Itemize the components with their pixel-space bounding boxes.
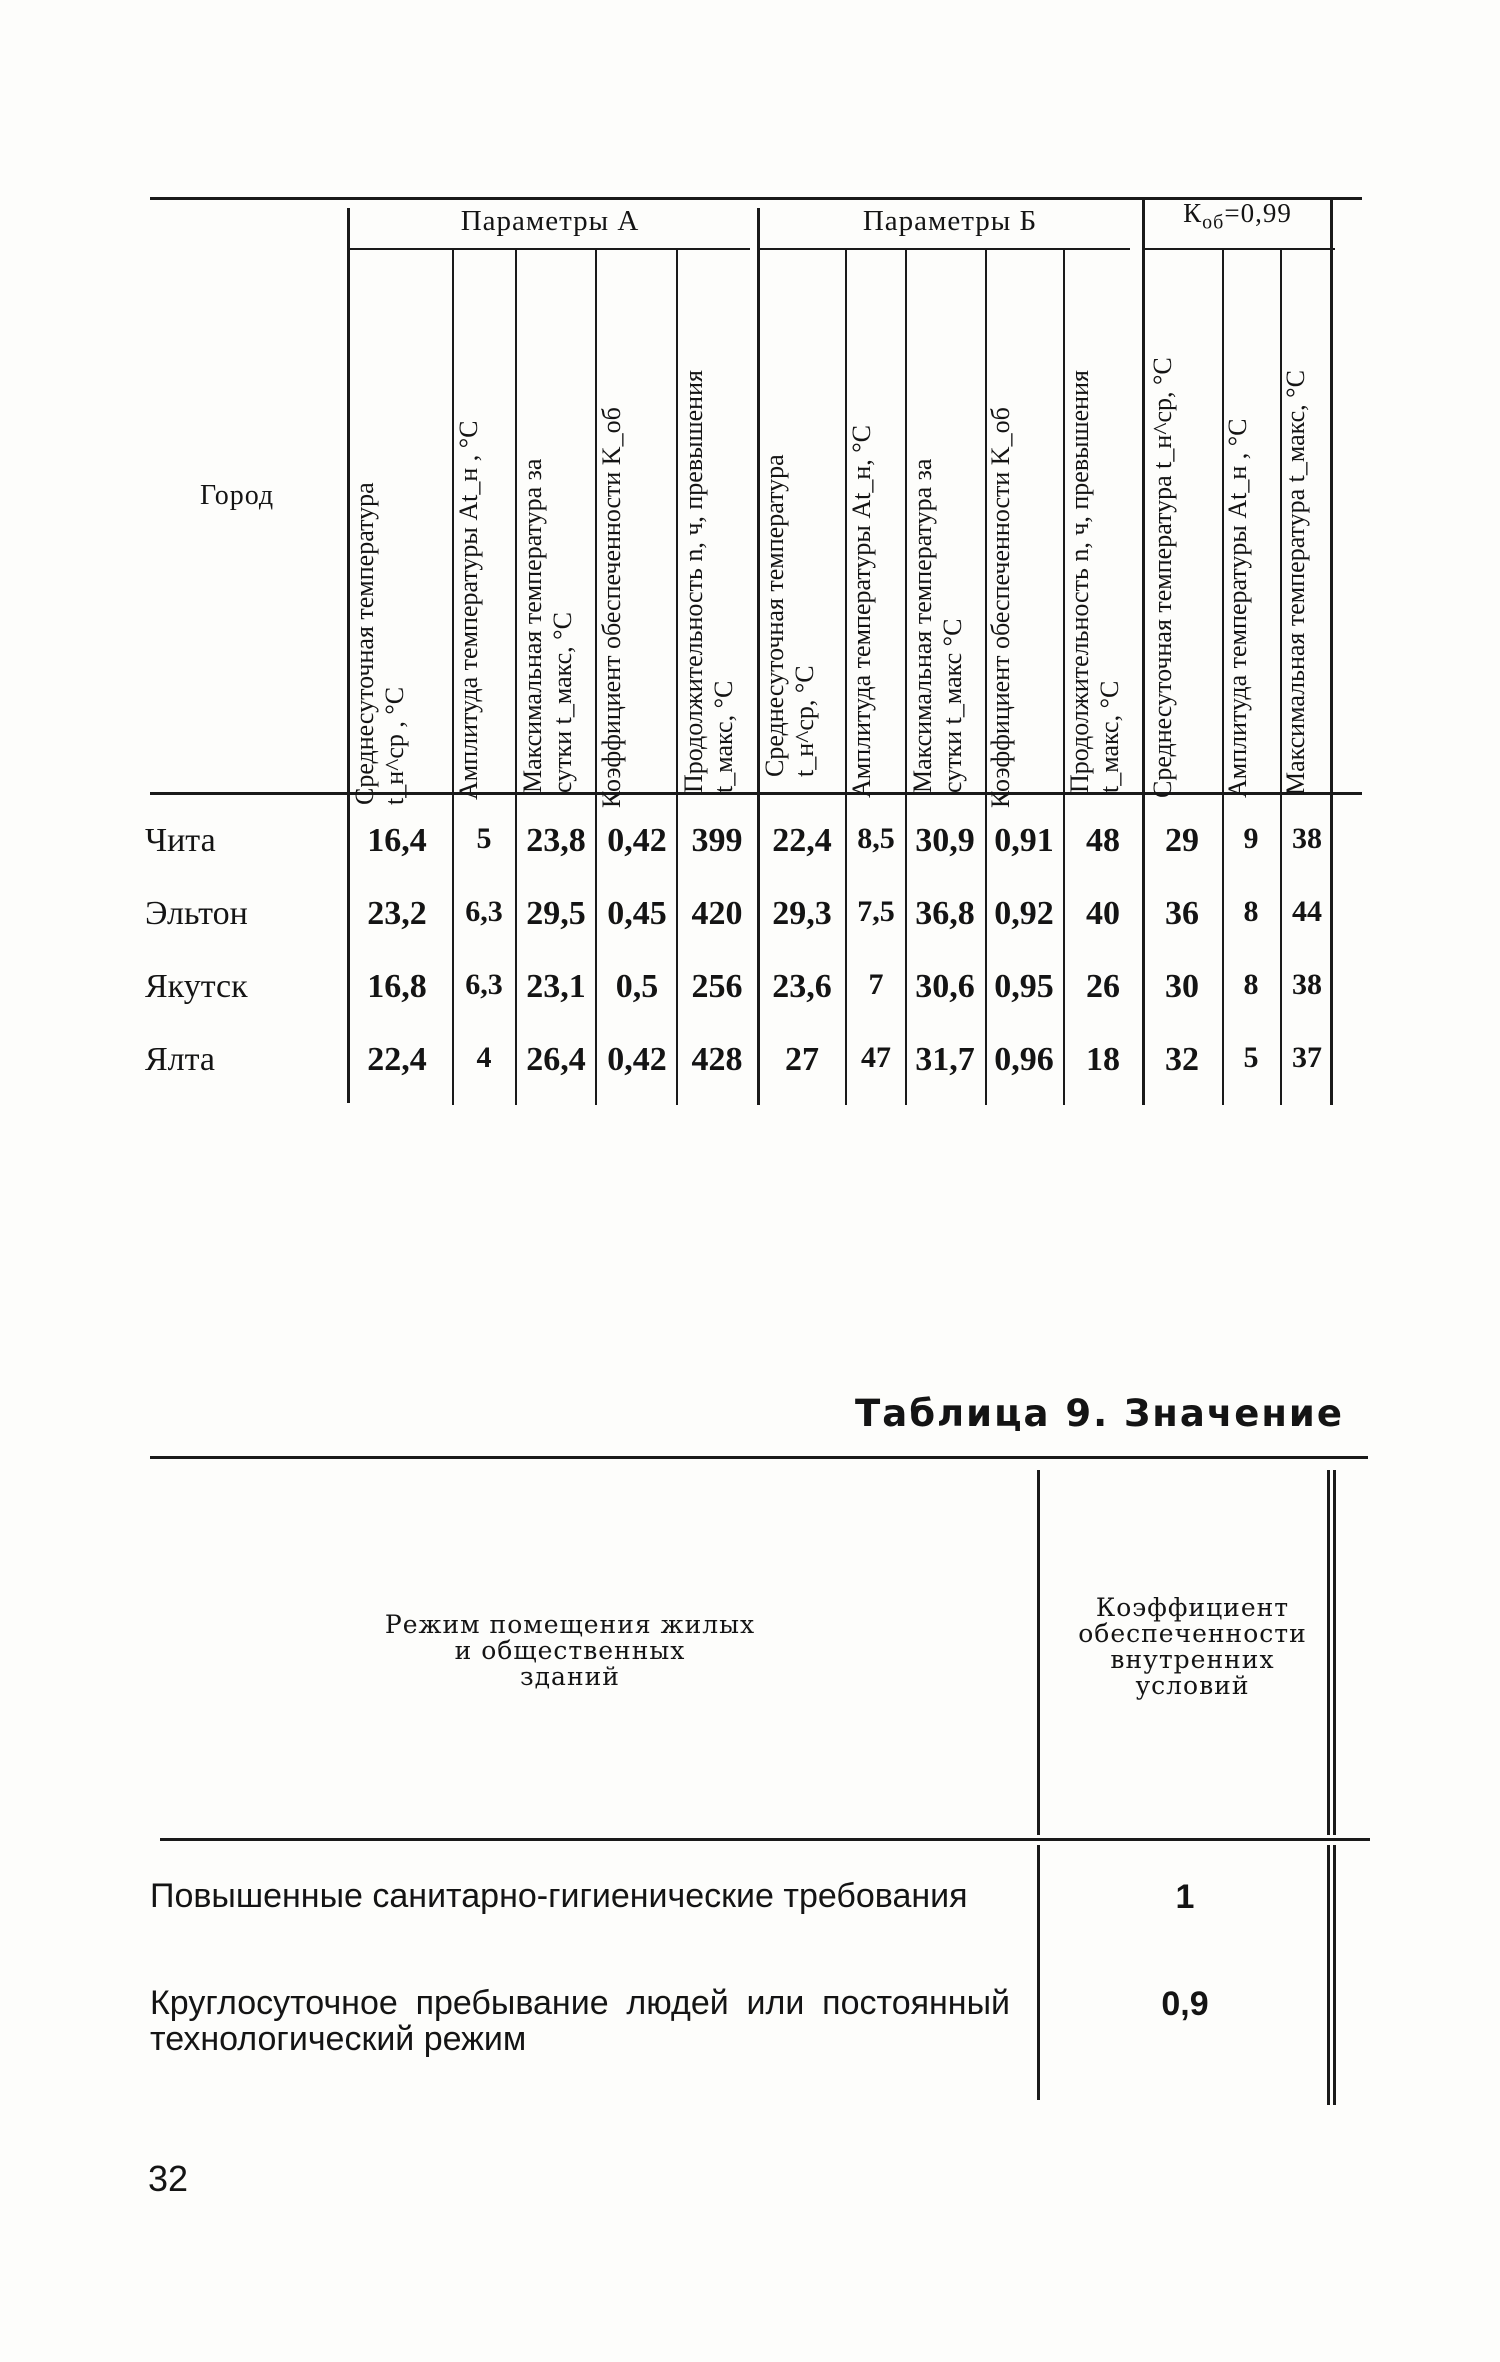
table9-row-mode: Повышенные санитарно-гигиенические требования [150, 1877, 968, 1915]
table-cell: 0,5 [615, 968, 659, 1005]
header-a-coefficient: Коэффициент обеспеченности K_об [597, 407, 626, 808]
header-b-max-temp: Максимальная температура за сутки t_макс °С [908, 458, 967, 793]
table9-top-rule [150, 1456, 1368, 1459]
table-9-title: Таблица 9. Значение [855, 1392, 1344, 1435]
table-cell: 5 [1243, 1041, 1259, 1074]
header-b-mean-temp: Среднесуточная температура t_н^ср, °С [760, 454, 819, 777]
table-cell: 30,6 [915, 968, 975, 1005]
table-cell: 38 [1292, 968, 1322, 1001]
table9-row-coef: 0,9 [1161, 1985, 1209, 2023]
table-cell: 8,5 [857, 822, 895, 855]
table-cell: 36 [1165, 895, 1199, 932]
table-cell: 4 [476, 1041, 492, 1074]
table-cell: 23,1 [526, 968, 586, 1005]
table9-header-rule [160, 1838, 1370, 1841]
group-header-b: Параметры Б [862, 205, 1038, 237]
group-header-c: $К_{об}=0,99$ [1183, 198, 1292, 234]
table-cell: 26,4 [526, 1041, 586, 1078]
city-name: Ялта [145, 1041, 216, 1078]
table-cell: 23,8 [526, 822, 586, 859]
table-cell: 0,95 [994, 968, 1054, 1005]
table9-right-rule [1327, 1470, 1330, 1835]
city-name: Эльтон [145, 895, 248, 932]
table9-col-divider [1037, 1845, 1040, 2100]
header-a-duration: Продолжительность n, ч, превышения t_макс, °С [679, 370, 738, 793]
table-cell: 0,42 [607, 822, 667, 859]
city-column-header: Город [200, 480, 275, 511]
table9-row-coef: 1 [1175, 1878, 1195, 1916]
table-cell: 23,6 [772, 968, 832, 1005]
city-name: Якутск [145, 968, 248, 1005]
header-c-mean-temp: Среднесуточная температура t_н^ср, °С [1148, 357, 1177, 798]
table-cell: 7 [868, 968, 884, 1001]
table-cell: 31,7 [915, 1041, 975, 1078]
table-cell: 0,96 [994, 1041, 1054, 1078]
table-cell: 8 [1243, 968, 1259, 1001]
table-cell: 256 [691, 968, 743, 1005]
table-cell: 48 [1086, 822, 1120, 859]
table-cell: 16,4 [367, 822, 427, 859]
table-cell: 22,4 [367, 1041, 427, 1078]
table-cell: 37 [1292, 1041, 1322, 1074]
table-cell: 29 [1165, 822, 1199, 859]
table-cell: 36,8 [915, 895, 975, 932]
table9-col-divider [1037, 1470, 1040, 1835]
header-c-amplitude: Амплитуда температуры At_н , °С [1223, 418, 1252, 798]
table9-right-rule [1333, 1470, 1336, 1835]
table-cell: 428 [691, 1041, 743, 1078]
table-cell: 8 [1243, 895, 1259, 928]
header-a-amplitude: Амплитуда температуры At_н , °С [454, 420, 483, 800]
table-cell: 44 [1292, 895, 1322, 928]
table-cell: 399 [691, 822, 743, 859]
table-cell: 6,3 [465, 968, 503, 1001]
header-b-amplitude: Амплитуда температуры At_н, °С [847, 424, 876, 798]
header-b-coefficient: Коэффициент обеспеченности K_об [986, 407, 1015, 808]
table9-right-rule [1333, 1845, 1336, 2105]
table-cell: 0,42 [607, 1041, 667, 1078]
table-cell: 27 [785, 1041, 819, 1078]
group-rule-a [350, 248, 750, 250]
table-cell: 9 [1243, 822, 1259, 855]
table-cell: 0,45 [607, 895, 667, 932]
table-cell: 29,5 [526, 895, 586, 932]
table-cell: 5 [476, 822, 492, 855]
table-cell: 38 [1292, 822, 1322, 855]
city-name: Чита [145, 822, 216, 859]
table9-coef-header: Коэффициент обеспеченности внутренних условий [1078, 1593, 1307, 1700]
table-cell: 18 [1086, 1041, 1120, 1078]
group-header-a: Параметры А [460, 205, 640, 237]
header-a-mean-temp: Среднесуточная температура t_н^ср , °С [350, 482, 409, 805]
table-cell: 16,8 [367, 968, 427, 1005]
page-number: 32 [148, 2158, 189, 2199]
table-cell: 30,9 [915, 822, 975, 859]
table-cell: 26 [1086, 968, 1120, 1005]
header-b-duration: Продолжительность n, ч, превышения t_макс, °С [1065, 370, 1124, 793]
table-cell: 40 [1086, 895, 1120, 932]
table-cell: 23,2 [367, 895, 427, 932]
table-cell: 7,5 [857, 895, 895, 928]
table-cell: 0,91 [994, 822, 1054, 859]
table-cell: 420 [691, 895, 743, 932]
table-cell: 32 [1165, 1041, 1199, 1078]
table-cell: 22,4 [772, 822, 832, 859]
table-cell: 47 [861, 1041, 891, 1074]
table9-row-mode: Круглосуточное пребывание людей или постоянный технологический режим [150, 1984, 1010, 2058]
table-cell: 30 [1165, 968, 1199, 1005]
header-c-max-temp: Максимальная температура t_макс, °С [1281, 370, 1310, 795]
header-a-max-temp: Максимальная температура за сутки t_макс, °С [518, 458, 577, 793]
table-cell: 6,3 [465, 895, 503, 928]
table9-right-rule [1327, 1845, 1330, 2105]
table-cell: 0,92 [994, 895, 1054, 932]
table9-mode-header: Режим помещения жилых и общественных зданий [384, 1610, 756, 1691]
table-cell: 29,3 [772, 895, 832, 932]
group-rule-c [1145, 248, 1335, 250]
